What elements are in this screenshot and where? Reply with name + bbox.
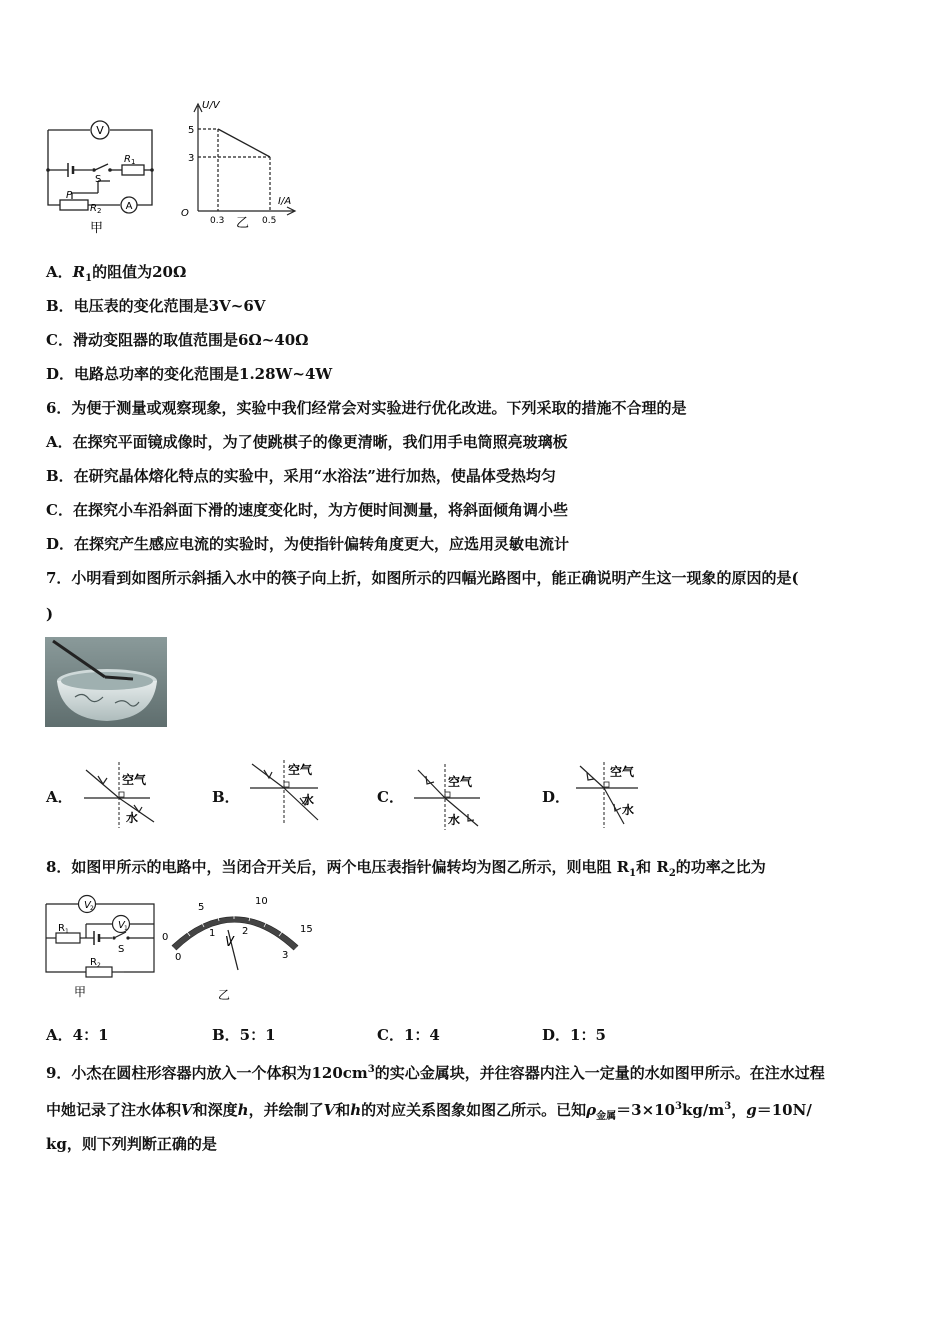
q6-option-a: A．在探究平面镜成像时，为了使跳棋子的像更清晰，我们用手电筒照亮玻璃板	[46, 433, 568, 451]
meter-unit: V	[225, 935, 234, 950]
slider-label: P	[66, 190, 73, 201]
q7-diagram-b	[248, 758, 332, 828]
q8-r2-label: R	[90, 957, 97, 968]
ammeter-label: A	[125, 201, 133, 212]
q6-option-d: D．在探究产生感应电流的实验时，为使指针偏转角度更大，应选用灵敏电流计	[46, 535, 570, 553]
meter-inner-1: 1	[209, 928, 216, 939]
q8-stem: 8．如图甲所示的电路中，当闭合开关后，两个电压表指针偏转均为图乙所示，则电阻 $R_1$和 $R_2$的功率之比为	[46, 858, 766, 879]
q9-line-2: 中她记录了注水体积V和深度h，并绘制了V和h的对应关系图象如图乙所示。已知$\rho_{金属}=3\times 10^3kg/m^3$，g＝10N/	[46, 1101, 812, 1122]
switch-label: S	[95, 174, 102, 185]
q8-fig-yi-label: 乙	[218, 988, 231, 1000]
q9-line-1: 9．小杰在圆柱形容器内放入一个体积为$120cm^3$的实心金属块，并往容器内注入一定量的水如图甲所示。在注水过程	[46, 1064, 825, 1082]
q8-r2-sub: 2	[97, 962, 101, 969]
q6-option-c: C．在探究小车沿斜面下滑的速度变化时，为方便时间测量，将斜面倾角调小些	[46, 501, 568, 519]
chopsticks-bowl-photo	[45, 637, 167, 727]
q8-r1-sub: 1	[65, 928, 69, 935]
q7-b-water: 水	[302, 793, 315, 807]
q8-switch-label: S	[118, 944, 125, 955]
q7-option-c-label: C．	[377, 788, 404, 806]
graph-origin: O	[181, 208, 189, 219]
fig-jia-label: 甲	[90, 221, 104, 236]
meter-outer-0: 0	[162, 932, 169, 943]
q5-graph	[178, 96, 303, 228]
q7-d-air: 空气	[610, 765, 635, 779]
q6-option-b: B．在研究晶体熔化特点的实验中，采用“水浴法”进行加热，使晶体受热均匀	[46, 467, 556, 485]
q7-option-b-label: B．	[212, 788, 240, 806]
q5-option-c: C．滑动变阻器的取值范围是6Ω~40Ω	[46, 331, 309, 349]
meter-outer-5: 5	[198, 902, 205, 913]
q6-stem: 6．为便于测量或观察现象，实验中我们经常会对实验进行优化改进。下列采取的措施不合理的是	[46, 399, 687, 417]
q7-c-air: 空气	[448, 775, 473, 789]
q8-option-a: A．4：1	[46, 1026, 109, 1044]
q5-option-b: B．电压表的变化范围是3V~6V	[46, 297, 266, 315]
q7-option-a-label: A．	[46, 788, 73, 806]
q7-diagram-d	[574, 760, 654, 830]
meter-inner-0: 0	[175, 952, 182, 963]
q5-option-a: A．$R_1$的阻值为20Ω	[46, 263, 187, 284]
meter-inner-2: 2	[242, 926, 249, 937]
q7-d-water: 水	[622, 803, 635, 817]
graph-x-tick-03: 0.3	[210, 216, 225, 226]
q9-line-3: kg，则下列判断正确的是	[46, 1135, 217, 1153]
graph-y-tick-5: 5	[188, 125, 195, 136]
q7-a-water: 水	[126, 811, 139, 825]
q7-diagram-c	[412, 762, 492, 832]
fig-yi-label: 乙	[236, 216, 250, 228]
r1-sub: 1	[131, 158, 136, 166]
q8-option-d: D．1：5	[542, 1026, 606, 1044]
q8-option-c: C．1：4	[377, 1026, 440, 1044]
q5-circuit-diagram	[40, 118, 165, 236]
q8-option-b: B．5：1	[212, 1026, 276, 1044]
r2-sub: 2	[97, 207, 102, 215]
q7-c-water: 水	[448, 813, 461, 827]
meter-outer-10: 10	[255, 896, 268, 907]
q7-a-air: 空气	[122, 773, 147, 787]
r2-label: R	[90, 203, 97, 214]
q7-stem-close: )	[46, 605, 54, 623]
q5-option-d: D．电路总功率的变化范围是1.28W~4W	[46, 365, 333, 383]
graph-x-axis: I/A	[278, 196, 292, 207]
graph-y-tick-3: 3	[188, 153, 195, 164]
graph-y-axis: U/V	[202, 100, 220, 111]
q8-v2-label: V	[84, 900, 91, 911]
q8-figure	[42, 888, 318, 1000]
graph-x-tick-05: 0.5	[262, 216, 277, 226]
q8-v2-sub: 2	[90, 905, 94, 912]
meter-inner-3: 3	[282, 950, 289, 961]
q7-stem: 7．小明看到如图所示斜插入水中的筷子向上折，如图所示的四幅光路图中，能正确说明产生这一现象的原因的是(	[46, 569, 799, 587]
q7-diagram-a	[82, 760, 162, 830]
q8-r1-label: R	[58, 923, 65, 934]
q8-v1-label: V	[118, 920, 125, 931]
meter-outer-15: 15	[300, 924, 313, 935]
q8-fig-jia-label: 甲	[74, 985, 87, 999]
q7-b-air: 空气	[288, 763, 313, 777]
voltmeter-label: V	[96, 124, 104, 137]
q7-option-d-label: D．	[542, 788, 571, 806]
r1-label: R	[124, 154, 131, 165]
q8-v1-sub: 1	[124, 925, 128, 932]
